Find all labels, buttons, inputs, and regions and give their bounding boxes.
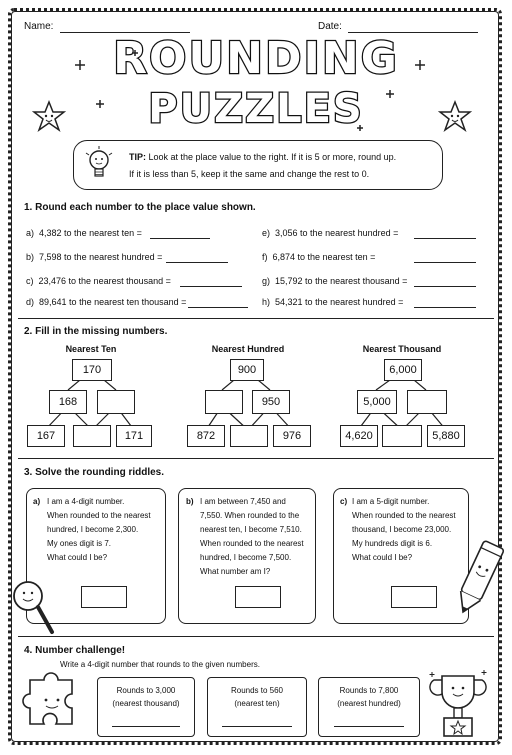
riddle-b-answer-box[interactable]: [235, 586, 281, 608]
tree2-mid-left-box[interactable]: [205, 390, 243, 414]
tree1-bottom-right-box: 171: [116, 425, 152, 447]
challenge-2-answer-line[interactable]: [222, 726, 292, 727]
pencil-icon: [452, 536, 508, 620]
riddle-a-text: I am a 4-digit number. When rounded to the nearest hundred, I become 2,300. My ones digit is 7. What could I be?: [47, 497, 151, 562]
smiling-star-icon: [32, 100, 66, 132]
challenge-3-answer-line[interactable]: [334, 726, 404, 727]
question-h: h) 54,321 to the nearest hundred =: [262, 297, 404, 307]
challenge-1-answer-line[interactable]: [112, 726, 180, 727]
tree3-mid-right-box[interactable]: [407, 390, 447, 414]
section4-heading: 4. Number challenge!: [24, 645, 126, 656]
tree3-title: Nearest Thousand: [362, 344, 442, 354]
title-rounding: ROUNDING: [113, 33, 399, 84]
riddle-a-letter: a): [33, 497, 41, 506]
question-e: e) 3,056 to the nearest hundred =: [262, 228, 399, 238]
section2-heading: 2. Fill in the missing numbers.: [24, 326, 168, 337]
section3-heading: 3. Solve the rounding riddles.: [24, 467, 165, 478]
answer-line-c[interactable]: [180, 286, 242, 287]
tip-label: TIP:: [129, 152, 146, 162]
magnifying-glass-icon: [8, 576, 58, 638]
section1-heading: 1. Round each number to the place value shown.: [24, 202, 256, 213]
lightbulb-icon: [84, 145, 114, 185]
challenge-1-line1: Rounds to 3,000: [116, 686, 176, 695]
answer-line-d[interactable]: [188, 307, 248, 308]
answer-line-g[interactable]: [414, 286, 476, 287]
challenge-3-line2: (nearest hundred): [337, 699, 401, 708]
date-label: Date:: [318, 21, 342, 32]
answer-line-e[interactable]: [414, 238, 476, 239]
tree1-title: Nearest Ten: [65, 344, 117, 354]
sparkle-decorations: [60, 40, 460, 140]
riddle-c-answer-box[interactable]: [391, 586, 437, 608]
riddle-c-letter: c): [340, 497, 348, 506]
question-f: f) 6,874 to the nearest ten =: [262, 252, 376, 262]
tree2-bottom-right-box: 976: [273, 425, 311, 447]
section4-instruction: Write a 4-digit number that rounds to the given numbers.: [60, 660, 260, 669]
title-puzzles: PUZZLES: [148, 86, 364, 132]
tree3-bottom-left-box: 4,620: [340, 425, 378, 447]
answer-line-a[interactable]: [150, 238, 210, 239]
tree1-bottom-left-box: 167: [27, 425, 65, 447]
tree1-mid-left-box: 168: [49, 390, 87, 414]
section-divider: [18, 318, 494, 319]
tree1-top-box: 170: [72, 359, 112, 381]
tree2-bottom-left-box: 872: [187, 425, 225, 447]
smiling-star-icon: [438, 100, 472, 132]
challenge-2-line2: (nearest ten): [234, 699, 280, 708]
puzzle-piece-icon: [20, 668, 88, 734]
answer-line-f[interactable]: [414, 262, 476, 263]
challenge-box-2: [207, 677, 307, 737]
tree1-mid-right-box[interactable]: [97, 390, 135, 414]
tip-text-line2: If it is less than 5, keep it the same and change the rest to 0.: [129, 169, 370, 179]
riddle-b-letter: b): [186, 497, 194, 506]
challenge-1-line2: (nearest thousand): [112, 699, 180, 708]
tree2-title: Nearest Hundred: [211, 344, 285, 354]
tree3-mid-left-box: 5,000: [357, 390, 397, 414]
tree2-mid-right-box: 950: [252, 390, 290, 414]
challenge-2-line1: Rounds to 560: [230, 686, 284, 695]
tree3-bottom-mid-box[interactable]: [382, 425, 422, 447]
question-b: b) 7,598 to the nearest hundred =: [26, 252, 163, 262]
tree3-bottom-right-box: 5,880: [427, 425, 465, 447]
trophy-icon: [426, 668, 490, 742]
question-g: g) 15,792 to the nearest thousand =: [262, 276, 408, 286]
question-a: a) 4,382 to the nearest ten =: [26, 228, 142, 238]
question-c: c) 23,476 to the nearest thousand =: [26, 276, 171, 286]
tree1-bottom-mid-box[interactable]: [73, 425, 111, 447]
riddle-c-text: I am a 5-digit number. When rounded to the nearest thousand, I become 23,000. My hundreds digit is 6. What could I be?: [352, 497, 456, 562]
section-divider: [18, 458, 494, 459]
answer-line-b[interactable]: [166, 262, 228, 263]
tip-box: [73, 140, 443, 190]
challenge-box-1: [97, 677, 195, 737]
riddle-a-answer-box[interactable]: [81, 586, 127, 608]
tree3-top-box: 6,000: [384, 359, 422, 381]
challenge-3-line1: Rounds to 7,800: [339, 686, 399, 695]
tree2-bottom-mid-box[interactable]: [230, 425, 268, 447]
answer-line-h[interactable]: [414, 307, 476, 308]
question-d: d) 89,641 to the nearest ten thousand =: [26, 297, 187, 307]
riddle-b-text: I am between 7,450 and 7,550. When rounded to the nearest ten, I become 7,510. When rounded to the nearest hundred, I become 7,500. What number am I?: [200, 497, 304, 576]
tip-text-line1: Look at the place value to the right. If it is 5 or more, round up.: [148, 152, 397, 162]
challenge-box-3: [318, 677, 420, 737]
name-label: Name:: [24, 21, 54, 32]
section-divider: [18, 636, 494, 637]
tree2-top-box: 900: [230, 359, 264, 381]
